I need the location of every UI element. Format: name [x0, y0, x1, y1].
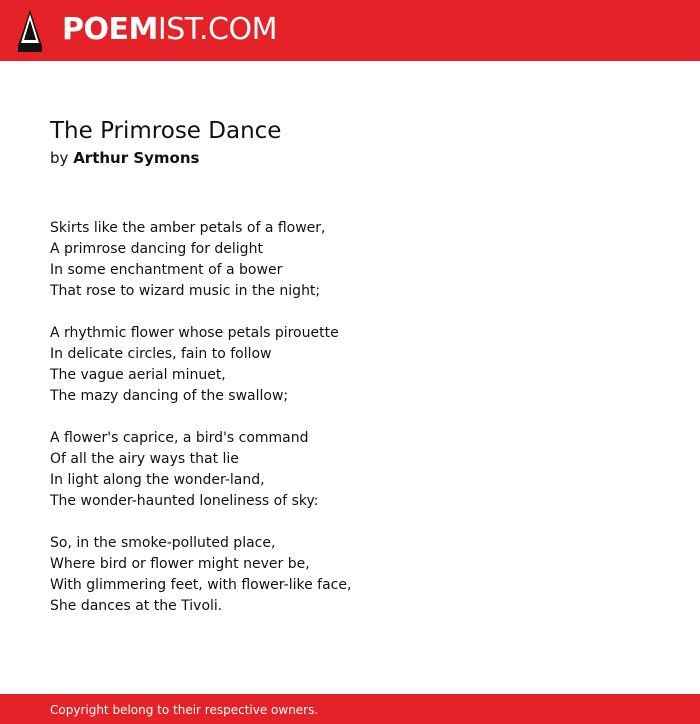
stanza — [50, 218, 650, 302]
poem-line: Where bird or flower might never be, — [50, 556, 310, 572]
pencil-tip-icon[interactable] — [18, 10, 42, 52]
site-logo[interactable] — [62, 12, 277, 48]
site-footer — [0, 694, 700, 724]
stanza — [50, 323, 650, 407]
poem-line: Of all the airy ways that lie — [50, 451, 239, 467]
poem-line: In some enchantment of a bower — [50, 262, 283, 278]
poem-line: The vague aerial minuet, — [50, 367, 226, 383]
poem-line: A flower's caprice, a bird's command — [50, 430, 309, 446]
poem-line: The mazy dancing of the swallow; — [50, 388, 289, 404]
byline-prefix: by — [50, 149, 69, 167]
poem-header — [50, 116, 650, 170]
poem-line: The wonder-haunted loneliness of sky: — [50, 493, 319, 509]
poem-line: So, in the smoke-polluted place, — [50, 535, 276, 551]
poem-line: With glimmering feet, with flower-like face, — [50, 577, 352, 593]
poem-line: That rose to wizard music in the night; — [50, 283, 321, 299]
logo-text-bold: POEM — [62, 12, 158, 47]
stanza — [50, 533, 650, 617]
poem-line: Skirts like the amber petals of a flower, — [50, 220, 326, 236]
poem-line: She dances at the Tivoli. — [50, 598, 223, 614]
poem-line: A primrose dancing for delight — [50, 241, 263, 257]
poem-line: In light along the wonder-land, — [50, 472, 265, 488]
stanza — [50, 428, 650, 512]
poem-body — [50, 218, 650, 638]
poem-line: A rhythmic flower whose petals pirouette — [50, 325, 339, 341]
poem-byline — [50, 146, 650, 170]
poem-author: Arthur Symons — [73, 149, 200, 167]
poem-line: In delicate circles, fain to follow — [50, 346, 272, 362]
site-header — [0, 0, 700, 61]
logo-text-rest: IST.COM — [157, 12, 277, 47]
copyright-notice: Copyright belong to their respective owners. — [50, 703, 319, 717]
poem-title: The Primrose Dance — [50, 118, 282, 144]
